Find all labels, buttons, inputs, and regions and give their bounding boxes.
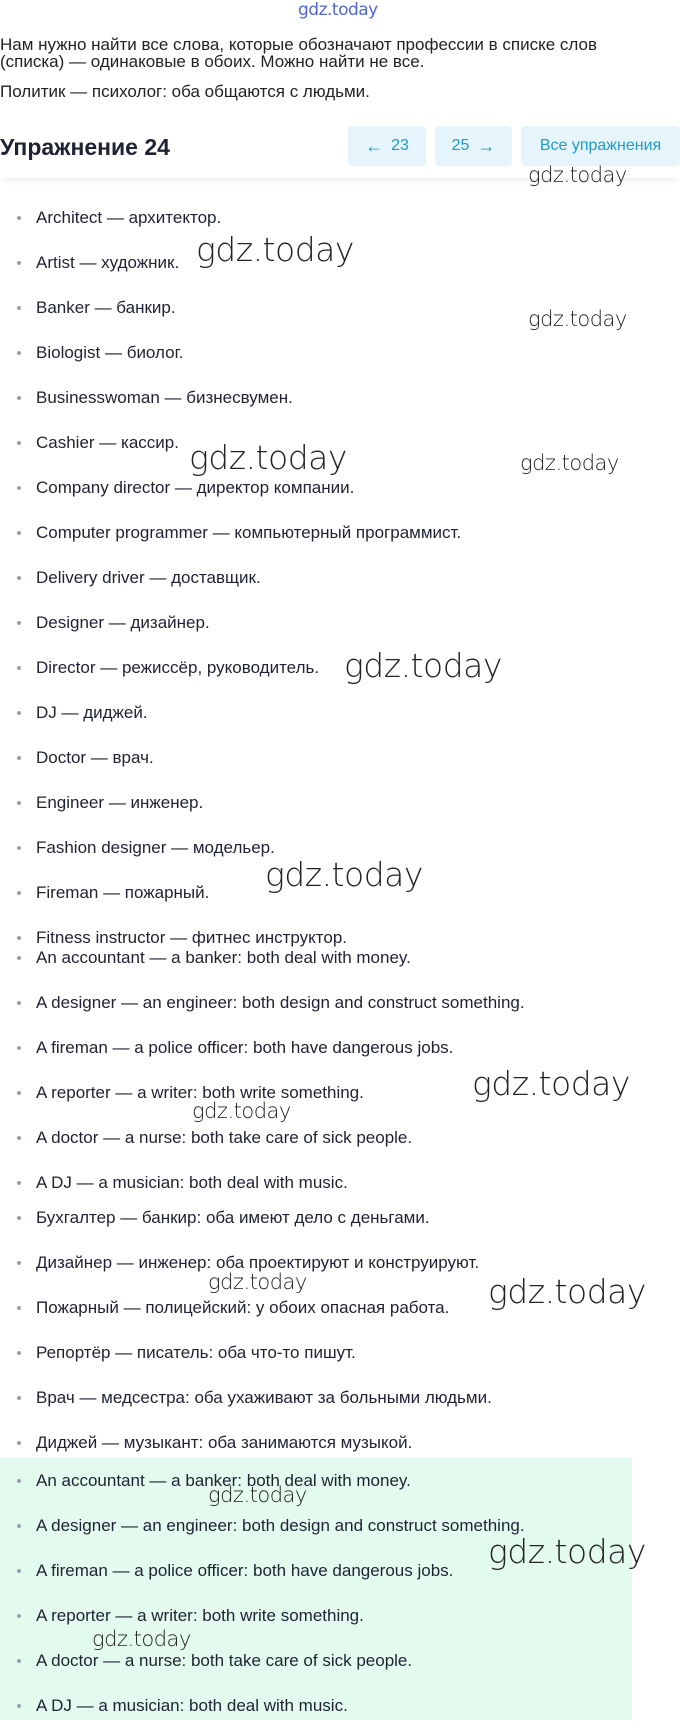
prev-exercise-label: 23 xyxy=(391,137,409,154)
list-item: Director — режиссёр, руководитель. xyxy=(0,645,680,690)
pairs-en-repeat-list xyxy=(0,1458,632,1728)
list-item: A reporter — a writer: both write something. xyxy=(0,1070,680,1115)
arrow-left-icon: ← xyxy=(365,136,384,156)
list-item: Дизайнер — инженер: оба проектируют и конструируют. xyxy=(0,1240,680,1285)
intro-example: Политик — психолог: оба общаются с людьми. xyxy=(0,82,370,101)
pairs-ru-section xyxy=(0,1195,680,1465)
list-item: Пожарный — полицейский: у обоих опасная работа. xyxy=(0,1285,680,1330)
list-item: DJ — диджей. xyxy=(0,690,680,735)
pairs-en-highlight-section xyxy=(0,1458,632,1720)
pairs-ru-list xyxy=(0,1195,680,1465)
intro-text: Нам нужно найти все слова, которые обозначают профессии в списке слов xyxy=(0,35,597,54)
watermark: gdz.today xyxy=(472,1064,630,1103)
watermark: gdz.today xyxy=(528,163,627,187)
watermark: gdz.today xyxy=(92,1627,191,1651)
list-item: An accountant — a banker: both deal with money. xyxy=(0,935,680,980)
watermark: gdz.today xyxy=(344,646,502,685)
list-item: A fireman — a police officer: both have dangerous jobs. xyxy=(0,1025,680,1070)
list-item: A DJ — a musician: both deal with music. xyxy=(0,1683,632,1728)
watermark: gdz.today xyxy=(192,1099,291,1123)
list-item: Businesswoman — бизнесвумен. xyxy=(0,375,680,420)
watermark: gdz.today xyxy=(265,855,423,894)
watermark: gdz.today xyxy=(528,307,627,331)
list-item: A designer — an engineer: both design and construct something. xyxy=(0,1503,632,1548)
list-item: Artist — художник. xyxy=(0,240,680,285)
intro-cut-line xyxy=(0,52,680,72)
list-item: Architect — архитектор. xyxy=(0,195,680,240)
list-item: Fireman — пожарный. xyxy=(0,870,680,915)
list-item: Fashion designer — модельер. xyxy=(0,825,680,870)
watermark: gdz.today xyxy=(520,451,619,475)
list-item: Doctor — врач. xyxy=(0,735,680,780)
prev-exercise-button[interactable] xyxy=(348,126,426,166)
list-item: Врач — медсестра: оба ухаживают за больными людьми. xyxy=(0,1375,680,1420)
watermark: gdz.today xyxy=(488,1532,646,1571)
list-item: Репортёр — писатель: оба что-то пишут. xyxy=(0,1330,680,1375)
list-item: Banker — банкир. xyxy=(0,285,680,330)
list-item: A doctor — a nurse: both take care of sick people. xyxy=(0,1638,632,1683)
list-item: Biologist — биолог. xyxy=(0,330,680,375)
list-item: Delivery driver — доставщик. xyxy=(0,555,680,600)
watermark: gdz.today xyxy=(208,1270,307,1294)
intro-cut-text: (списка) — одинаковые в обоих. Можно найти не все. xyxy=(0,52,425,71)
next-exercise-button[interactable] xyxy=(435,126,512,166)
list-item: An accountant — a banker: both deal with money. xyxy=(0,1458,632,1503)
list-item: Бухгалтер — банкир: оба имеют дело с деньгами. xyxy=(0,1195,680,1240)
list-item: A fireman — a police officer: both have dangerous jobs. xyxy=(0,1548,632,1593)
arrow-right-icon: → xyxy=(477,136,496,156)
watermark: gdz.today xyxy=(208,1483,307,1507)
all-exercises-button[interactable] xyxy=(521,126,680,166)
all-exercises-label: Все упражнения xyxy=(539,137,662,154)
page-title: Упражнение 24 xyxy=(0,134,170,160)
list-item: A DJ — a musician: both deal with music. xyxy=(0,1160,680,1205)
watermark: gdz.today xyxy=(196,230,354,269)
watermark: gdz.today xyxy=(189,438,347,477)
list-item: A designer — an engineer: both design and construct something. xyxy=(0,980,680,1025)
list-item: Engineer — инженер. xyxy=(0,780,680,825)
next-exercise-label: 25 xyxy=(451,137,470,154)
list-item: Cashier — кассир. xyxy=(0,420,680,465)
list-item: A reporter — a writer: both write something. xyxy=(0,1593,632,1638)
list-item: Designer — дизайнер. xyxy=(0,600,680,645)
site-watermark-top: gdz.today xyxy=(298,0,378,20)
list-item: Fitness instructor — фитнес инструктор. xyxy=(0,915,680,960)
list-item: A doctor — a nurse: both take care of sick people. xyxy=(0,1115,680,1160)
list-item: Computer programmer — компьютерный программист. xyxy=(0,510,680,555)
list-item: Диджей — музыкант: оба занимаются музыкой. xyxy=(0,1420,680,1465)
watermark: gdz.today xyxy=(488,1272,646,1311)
list-item: Company director — директор компании. xyxy=(0,465,680,510)
